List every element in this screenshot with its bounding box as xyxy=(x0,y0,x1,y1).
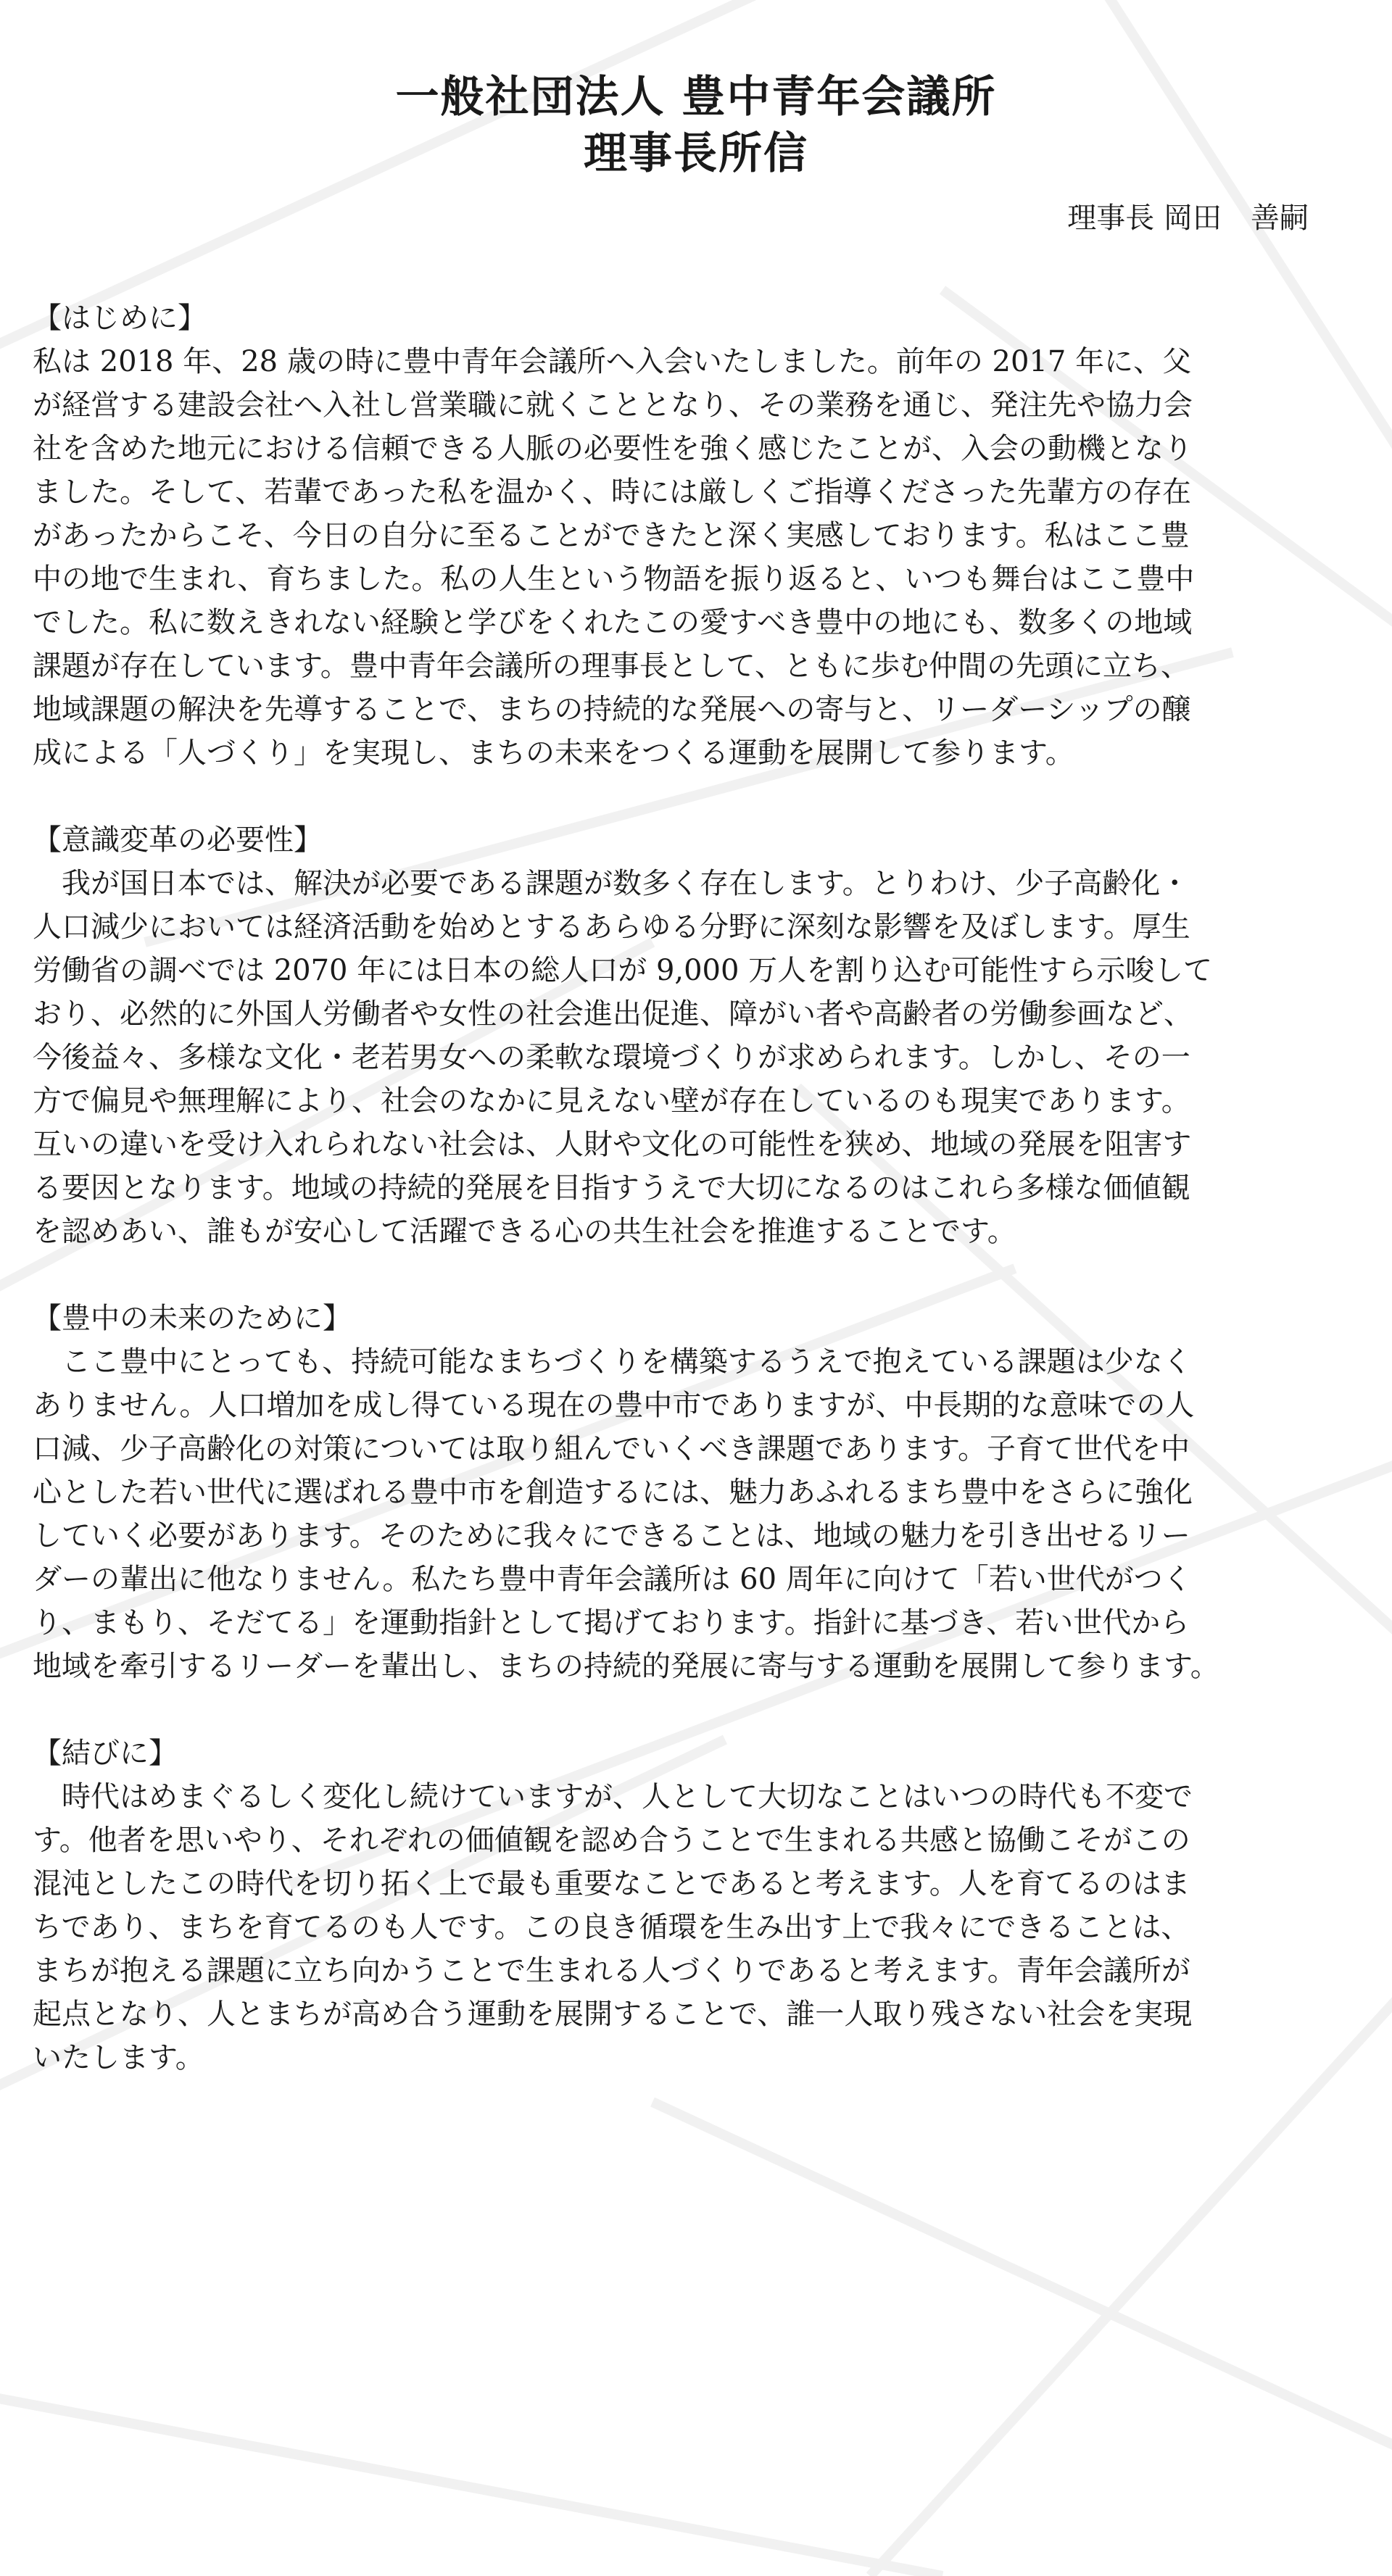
body-line: 課題が存在しています。豊中青年会議所の理事長として、ともに歩む仲間の先頭に立ち、 xyxy=(33,649,1190,683)
title-policy: 理事長所信 xyxy=(584,128,808,179)
section-heading: 【結びに】 xyxy=(33,1737,178,1770)
body-line: 時代はめまぐるしく変化し続けていますが、人として大切なことはいつの時代も不変で xyxy=(33,1780,1193,1813)
body-line: 人口減少においては経済活動を始めとするあらゆる分野に深刻な影響を及ぼします。厚生 xyxy=(33,910,1190,944)
body-line: まちが抱える課題に立ち向かうことで生まれる人づくりであると考えます。青年会議所が xyxy=(33,1954,1190,1987)
body-line: 中の地で生まれ、育ちました。私の人生という物語を振り返ると、いつも舞台はここ豊中 xyxy=(33,562,1195,596)
body-line: す。他者を思いやり、それぞれの価値観を認め合うことで生まれる共感と協働こそがこの xyxy=(33,1824,1190,1857)
body-line: 今後益々、多様な文化・老若男女への柔軟な環境づくりが求められます。しかし、その一 xyxy=(33,1041,1190,1074)
body-line: 地域課題の解決を先導することで、まちの持続的な発展への寄与と、リーダーシップの醸 xyxy=(33,693,1191,726)
body-line: 我が国日本では、解決が必要である課題が数多く存在します。とりわけ、少子高齢化・ xyxy=(33,867,1190,900)
section-awareness-reform xyxy=(33,818,1359,1253)
body-line: おり、必然的に外国人労働者や女性の社会進出促進、障がい者や高齢者の労働参画など、 xyxy=(33,997,1193,1031)
section-introduction xyxy=(33,296,1359,775)
body-line: 起点となり、人とまちが高め合う運動を展開することで、誰一人取り残さない社会を実現 xyxy=(33,1998,1193,2031)
section-heading: 【意識変革の必要性】 xyxy=(33,823,323,857)
title-organization: 一般社団法人 豊中青年会議所 xyxy=(395,72,997,122)
body-line: 社を含めた地元における信頼できる人脈の必要性を強く感じたことが、入会の動機となり xyxy=(33,432,1193,465)
body-line: いたします。 xyxy=(33,2041,204,2074)
body-line: していく必要があります。そのために我々にできることは、地域の魅力を引き出せるリー xyxy=(33,1519,1190,1553)
body-line: 成による「人づくり」を実現し、まちの未来をつくる運動を展開して参ります。 xyxy=(33,736,1074,770)
body-line: ここ豊中にとっても、持続可能なまちづくりを構築するうえで抱えている課題は少なく xyxy=(33,1345,1192,1379)
body-line: 心とした若い世代に選ばれる豊中市を創造するには、魅力あふれるまち豊中をさらに強化 xyxy=(33,1476,1193,1509)
body-line: があったからこそ、今日の自分に至ることができたと深く実感しております。私はここ豊 xyxy=(33,519,1190,552)
body-line: り、まもり、そだてる」を運動指針として掲げております。指針に基づき、若い世代から xyxy=(33,1606,1190,1640)
section-body xyxy=(33,1340,1359,1688)
body-line: でした。私に数えきれない経験と学びをくれたこの愛すべき豊中の地にも、数多くの地域 xyxy=(33,606,1193,639)
section-toyonaka-future xyxy=(33,1297,1359,1688)
author-signature: 理事長 岡田 善嗣 xyxy=(1067,201,1309,235)
body-line: 互いの違いを受け入れられない社会は、人財や文化の可能性を狭め、地域の発展を阻害す xyxy=(33,1128,1192,1161)
body-line: 労働省の調べでは 2070 年には日本の総人口が 9,000 万人を割り込む可能性すら示唆して xyxy=(33,954,1213,987)
document-title xyxy=(33,69,1359,182)
section-heading: 【豊中の未来のために】 xyxy=(33,1302,352,1335)
section-body xyxy=(33,340,1359,775)
body-line: る要因となります。地域の持続的発展を目指すうえで大切になるのはこれら多様な価値観 xyxy=(33,1171,1190,1205)
body-line: 地域を牽引するリーダーを輩出し、まちの持続的発展に寄与する運動を展開して参ります。 xyxy=(33,1650,1219,1683)
body-line: が経営する建設会社へ入社し営業職に就くこととなり、その業務を通じ、発注先や協力会 xyxy=(33,389,1193,422)
body-line: を認めあい、誰もが安心して活躍できる心の共生社会を推進することです。 xyxy=(33,1215,1016,1248)
body-line: 方で偏見や無理解により、社会のなかに見えない壁が存在しているのも現実であります。 xyxy=(33,1084,1190,1118)
body-line: ちであり、まちを育てるのも人です。この良き循環を生み出す上で我々にできることは、 xyxy=(33,1911,1190,1944)
body-line: ありません。人口増加を成し得ている現在の豊中市でありますが、中長期的な意味での人 xyxy=(33,1389,1195,1422)
body-line: ました。そして、若輩であった私を温かく、時には厳しくご指導くださった先輩方の存在 xyxy=(33,475,1191,509)
body-line: 私は 2018 年、28 歳の時に豊中青年会議所へ入会いたしました。前年の 2017 年に、父 xyxy=(33,345,1192,378)
body-line: ダーの輩出に他なりません。私たち豊中青年会議所は 60 周年に向けて「若い世代がつく xyxy=(33,1563,1192,1596)
section-heading: 【はじめに】 xyxy=(33,302,207,335)
body-line: 混沌としたこの時代を切り拓く上で最も重要なことであると考えます。人を育てるのはま xyxy=(33,1867,1190,1900)
section-body xyxy=(33,862,1359,1253)
section-conclusion xyxy=(33,1732,1359,2080)
section-body xyxy=(33,1775,1359,2080)
body-line: 口減、少子高齢化の対策については取り組んでいくべき課題であります。子育て世代を中 xyxy=(33,1432,1190,1466)
